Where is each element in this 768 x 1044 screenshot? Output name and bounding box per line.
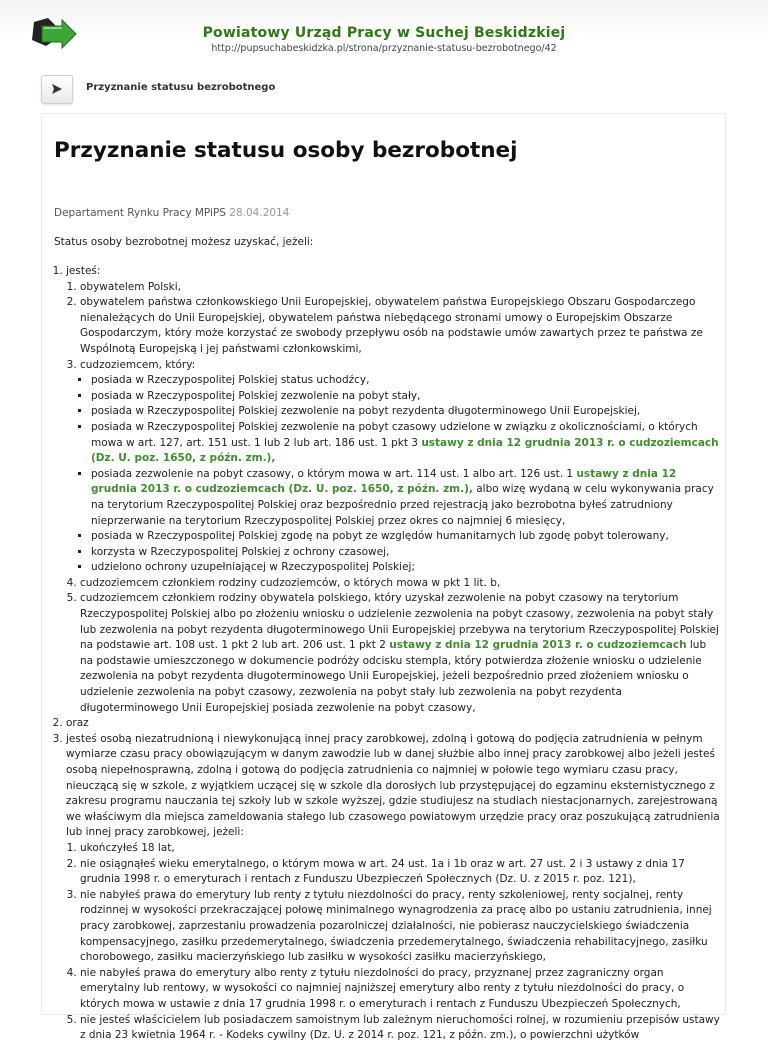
law-link[interactable]: ustawy z dnia 12 grudnia 2013 r. o cudzoziemcach (Dz. U. poz. 1650, z późn. zm.), — [91, 467, 677, 496]
article-body — [54, 264, 720, 1044]
list-item: 2. nie osiągnąłeś wieku emerytalnego, o którym mowa w art. 24 ust. 1a i 1b oraz w art. 27 ust. 2 i 3 ustawy z dnia 17 grudnia 1998 r. o emeryturach i rentach z Funduszu Ubezpieczeń Społecznych (Dz. U. z 2015 r. poz. 121), — [80, 857, 720, 888]
article-author: Departament Rynku Pracy MPiPS — [54, 207, 226, 219]
arrow-right-icon — [51, 83, 63, 95]
conditions-list — [54, 264, 720, 1044]
list-item: 1. jesteś: 1. obywatelem Polski, 2. obywatelem państwa członkowskiego Unii Europejskiej, obywatelem państwa Europejskiego Obszaru Gospodarczego nienależących do Unii Europejskiej, obywatelem państwa niebędącego stronami umowy o Europejskim Obszarze Gospodarczym, który może korzystać ze swobody przepływu osób na podstawie umów zawartych przez te państwa ze Wspólnotą Europejską i jej państwami członkowskimi, 3. cudzoziemcem, który: ▪ posiada w Rzeczypospolitej Polskiej status uchodźcy, ▪ posiada w Rzeczypospolitej Polskiej zezwolenie na pobyt stały, ▪ posiada w Rzeczypospolitej Polskiej zezwolenie na pobyt rezydenta długoterminowego Unii Europejskiej, ▪ posiada w Rzeczypospolitej Polskiej zezwolenie na pobyt czasowy udzielone w związku z okolicznościami, o których mowa w art. 127, art. 151 ust. 1 lub 2 lub art. 186 ust. 1 pkt 3 ustawy z dnia 12 grudnia 2013 r. o cudzoziemcach (Dz. U. poz. 1650, z późn. zm.), ▪ posiada zezwolenie na pobyt czasowy, o którym mowa w art. 114 ust. 1 albo art. 126 ust. 1 ustawy z dnia 12 grudnia 2013 r. o cudzoziemcach (Dz. U. poz. 1650, z późn. zm.), albo wizę wydaną w celu wykonywania pracy na terytorium Rzeczypospolitej Polskiej oraz bezpośrednio przed rejestracją jako bezrobotna byłeś zatrudniony nieprzerwanie na terytorium Rzeczypospolitej Polskiej przez okres co najmniej 6 miesięcy, ▪ posiada w Rzeczypospolitej Polskiej zgodę na pobyt ze względów humanitarnych lub zgodę pobyt tolerowany, ▪ korzysta w Rzeczypospolitej Polskiej z ochrony czasowej, ▪ udzielono ochrony uzupełniającej w Rzeczypospolitej Polskiej; 4. cudzoziemcem członkiem rodziny cudzoziemców, o których mowa w pkt 1 lit. b, 5. cudzoziemcem członkiem rodziny obywatela polskiego, który uzyskał zezwolenie na pobyt czasowy na terytorium Rzeczypospolitej Polskiej albo po złożeniu wniosku o udzielenie zezwolenia na pobyt czasowy, zezwolenia na pobyt stały lub zezwolenia na pobyt rezydenta długoterminowego Unii Europejskiej przebywa na terytorium Rzeczypospolitej Polskiej na podstawie art. 108 ust. 1 pkt 2 lub art. 206 ust. 1 pkt 2 ustawy z dnia 12 grudnia 2013 r. o cudzoziemcach lub na podstawie umieszczonego w dokumencie podróży odcisku stempla, który potwierdza złożenie wniosku o udzielenie zezwolenia na pobyt rezydenta długoterminowego Unii Europejskiej, jeżeli bezpośrednio przed złożeniem wniosku o udzielenie zezwolenia na pobyt czasowy, zezwolenia na pobyt stały lub zezwolenia na pobyt rezydenta długoterminowego Unii Europejskiej posiada zezwolenie na pobyt czasowy, — [66, 264, 720, 716]
site-url: http://pupsuchabeskidzka.pl/strona/przyznanie-statusu-bezrobotnego/42 — [211, 43, 557, 54]
list-item: ▪ posiada w Rzeczypospolitej Polskiej zgodę na pobyt ze względów humanitarnych lub zgodę pobyt tolerowany, — [91, 529, 720, 545]
list-item: 3. jesteś osobą niezatrudnioną i niewykonującą innej pracy zarobkowej, zdolną i gotową do podjęcia zatrudnienia w pełnym wymiarze czasu pracy obowiązującym w danym zawodzie lub w danej służbie albo innej pracy zarobkowej albo jeżeli jesteś osobą niepełnosprawną, zdolną i gotową do podjęcia zatrudnienia co najmniej w połowie tego wymiaru czasu pracy, nieuczącą się w szkole, z wyjątkiem uczącej się w szkole dla dorosłych lub przystępującej do egzaminu eksternistycznego z zakresu programu nauczania tej szkoły lub w szkole wyższej, gdzie studiujesz na studiach niestacjonarnych, zarejestrowaną we właściwym dla miejsca zameldowania stałego lub czasowego powiatowym urzędzie pracy oraz poszukującą zatrudnienia lub innej pracy zarobkowej, jeżeli: 1. ukończyłeś 18 lat, 2. nie osiągnąłeś wieku emerytalnego, o którym mowa w art. 24 ust. 1a i 1b oraz w art. 27 ust. 2 i 3 ustawy z dnia 17 grudnia 1998 r. o emeryturach i rentach z Funduszu Ubezpieczeń Społecznych (Dz. U. z 2015 r. poz. 121), 3. nie nabyłeś prawa do emerytury lub renty z tytułu niezdolności do pracy, renty szkoleniowej, renty socjalnej, renty rodzinnej w wysokości przekraczającej połowę minimalnego wynagrodzenia za pracę albo po ustaniu zatrudnienia, innej pracy zarobkowej, zaprzestaniu prowadzenia pozarolniczej działalności, nie pobierasz nauczycielskiego świadczenia kompensacyjnego, zasiłku przedemerytalnego, świadczenia przedemerytalnego, świadczenia rehabilitacyjnego, zasiłku chorobowego, zasiłku macierzyńskiego lub zasiłku w wysokości zasiłku macierzyńskiego, 4. nie nabyłeś prawa do emerytury albo renty z tytułu niezdolności do pracy, przyznanej przez zagraniczny organ emerytalny lub rentowy, w wysokości co najmniej najniższej emerytury albo renty z tytułu niezdolności do pracy, o których mowa w ustawie z dnia 17 grudnia 1998 r. o emeryturach i rentach z Funduszu Ubezpieczeń Społecznych, 5. nie jesteś właścicielem lub posiadaczem samoistnym lub zależnym nieruchomości rolnej, w rozumieniu przepisów ustawy z dnia 23 kwietnia 1964 r. - Kodeks cywilny (Dz. U. z 2014 r. poz. 121, z późn. zm.), o powierzchni użytków — [66, 732, 720, 1044]
list-item: ▪ posiada w Rzeczypospolitej Polskiej zezwolenie na pobyt stały, — [91, 389, 720, 405]
law-link[interactable]: ustawy z dnia 12 grudnia 2013 r. o cudzoziemcach — [389, 639, 687, 652]
list-item: 5. nie jesteś właścicielem lub posiadaczem samoistnym lub zależnym nieruchomości rolnej, w rozumieniu przepisów ustawy z dnia 23 kwietnia 1964 r. - Kodeks cywilny (Dz. U. z 2014 r. poz. 121, z późn. zm.), o powierzchni użytków — [80, 1013, 720, 1044]
list-item: ▪ posiada zezwolenie na pobyt czasowy, o którym mowa w art. 114 ust. 1 albo art. 126 ust. 1 ustawy z dnia 12 grudnia 2013 r. o cudzoziemcach (Dz. U. poz. 1650, z późn. zm.), albo wizę wydaną w celu wykonywania pracy na terytorium Rzeczypospolitej Polskiej oraz bezpośrednio przed rejestracją jako bezrobotna byłeś zatrudniony nieprzerwanie na terytorium Rzeczypospolitej Polskiej przez okres co najmniej 6 miesięcy, — [91, 467, 720, 529]
list-item: 3. nie nabyłeś prawa do emerytury lub renty z tytułu niezdolności do pracy, renty szkoleniowej, renty socjalnej, renty rodzinnej w wysokości przekraczającej połowę minimalnego wynagrodzenia za pracę albo po ustaniu zatrudnienia, innej pracy zarobkowej, zaprzestaniu prowadzenia pozarolniczej działalności, nie pobierasz nauczycielskiego świadczenia kompensacyjnego, zasiłku przedemerytalnego, świadczenia przedemerytalnego, świadczenia rehabilitacyjnego, zasiłku chorobowego, zasiłku macierzyńskiego lub zasiłku w wysokości zasiłku macierzyńskiego, — [80, 888, 720, 966]
page-title: Przyznanie statusu osoby bezrobotnej — [54, 138, 518, 163]
list-item: ▪ udzielono ochrony uzupełniającej w Rzeczypospolitej Polskiej; — [91, 560, 720, 576]
breadcrumb-arrow-button[interactable] — [41, 75, 73, 104]
citizenship-list — [66, 280, 720, 717]
list-item: ▪ posiada w Rzeczypospolitej Polskiej status uchodźcy, — [91, 373, 720, 389]
list-item: 5. cudzoziemcem członkiem rodziny obywatela polskiego, który uzyskał zezwolenie na pobyt czasowy na terytorium Rzeczypospolitej Polskiej albo po złożeniu wniosku o udzielenie zezwolenia na pobyt czasowy, zezwolenia na pobyt stały lub zezwolenia na pobyt rezydenta długoterminowego Unii Europejskiej przebywa na terytorium Rzeczypospolitej Polskiej na podstawie art. 108 ust. 1 pkt 2 lub art. 206 ust. 1 pkt 2 ustawy z dnia 12 grudnia 2013 r. o cudzoziemcach lub na podstawie umieszczonego w dokumencie podróży odcisku stempla, który potwierdza złożenie wniosku o udzielenie zezwolenia na pobyt rezydenta długoterminowego Unii Europejskiej, jeżeli bezpośrednio przed złożeniem wniosku o udzielenie zezwolenia na pobyt czasowy, zezwolenia na pobyt stały lub zezwolenia na pobyt rezydenta długoterminowego Unii Europejskiej posiada zezwolenie na pobyt czasowy, — [80, 591, 720, 716]
foreigner-list — [80, 373, 720, 576]
site-header — [0, 0, 768, 62]
article-date: 28.04.2014 — [229, 207, 290, 219]
article-panel — [41, 113, 726, 1042]
article-meta — [54, 207, 289, 219]
requirements-list — [66, 841, 720, 1044]
list-item: 4. cudzoziemcem członkiem rodziny cudzoziemców, o których mowa w pkt 1 lit. b, — [80, 576, 720, 592]
list-item: 1. ukończyłeś 18 lat, — [80, 841, 720, 857]
list-item: 2. obywatelem państwa członkowskiego Unii Europejskiej, obywatelem państwa Europejskiego Obszaru Gospodarczego nienależących do Unii Europejskiej, obywatelem państwa niebędącego stronami umowy o Europejskim Obszarze Gospodarczym, który może korzystać ze swobody przepływu osób na podstawie umów zawartych przez te państwa ze Wspólnotą Europejską i jej państwami członkowskimi, — [80, 295, 720, 357]
list-item: 4. nie nabyłeś prawa do emerytury albo renty z tytułu niezdolności do pracy, przyznanej przez zagraniczny organ emerytalny lub rentowy, w wysokości co najmniej najniższej emerytury albo renty z tytułu niezdolności do pracy, o których mowa w ustawie z dnia 17 grudnia 1998 r. o emeryturach i rentach z Funduszu Ubezpieczeń Społecznych, — [80, 966, 720, 1013]
list-item: ▪ korzysta w Rzeczypospolitej Polskiej z ochrony czasowej, — [91, 545, 720, 561]
list-item: ▪ posiada w Rzeczypospolitej Polskiej zezwolenie na pobyt czasowy udzielone w związku z okolicznościami, o których mowa w art. 127, art. 151 ust. 1 lub 2 lub art. 186 ust. 1 pkt 3 ustawy z dnia 12 grudnia 2013 r. o cudzoziemcach (Dz. U. poz. 1650, z późn. zm.), — [91, 420, 720, 467]
list-item: 2. oraz — [66, 716, 720, 732]
law-link[interactable]: ustawy z dnia 12 grudnia 2013 r. o cudzoziemcach (Dz. U. poz. 1650, z późn. zm.), — [91, 436, 719, 465]
site-title[interactable]: Powiatowy Urząd Pracy w Suchej Beskidzkiej — [202, 25, 566, 41]
list-item: ▪ posiada w Rzeczypospolitej Polskiej zezwolenie na pobyt rezydenta długoterminowego Unii Europejskiej, — [91, 404, 720, 420]
list-item: 3. cudzoziemcem, który: ▪ posiada w Rzeczypospolitej Polskiej status uchodźcy, ▪ posiada w Rzeczypospolitej Polskiej zezwolenie na pobyt stały, ▪ posiada w Rzeczypospolitej Polskiej zezwolenie na pobyt rezydenta długoterminowego Unii Europejskiej, ▪ posiada w Rzeczypospolitej Polskiej zezwolenie na pobyt czasowy udzielone w związku z okolicznościami, o których mowa w art. 127, art. 151 ust. 1 lub 2 lub art. 186 ust. 1 pkt 3 ustawy z dnia 12 grudnia 2013 r. o cudzoziemcach (Dz. U. poz. 1650, z późn. zm.), ▪ posiada zezwolenie na pobyt czasowy, o którym mowa w art. 114 ust. 1 albo art. 126 ust. 1 ustawy z dnia 12 grudnia 2013 r. o cudzoziemcach (Dz. U. poz. 1650, z późn. zm.), albo wizę wydaną w celu wykonywania pracy na terytorium Rzeczypospolitej Polskiej oraz bezpośrednio przed rejestracją jako bezrobotna byłeś zatrudniony nieprzerwanie na terytorium Rzeczypospolitej Polskiej przez okres co najmniej 6 miesięcy, ▪ posiada w Rzeczypospolitej Polskiej zgodę na pobyt ze względów humanitarnych lub zgodę pobyt tolerowany, ▪ korzysta w Rzeczypospolitej Polskiej z ochrony czasowej, ▪ udzielono ochrony uzupełniającej w Rzeczypospolitej Polskiej; — [80, 358, 720, 576]
article-intro: Status osoby bezrobotnej możesz uzyskać, jeżeli: — [54, 236, 314, 248]
list-item: 1. obywatelem Polski, — [80, 280, 720, 296]
breadcrumb[interactable]: Przyznanie statusu bezrobotnego — [86, 82, 276, 93]
